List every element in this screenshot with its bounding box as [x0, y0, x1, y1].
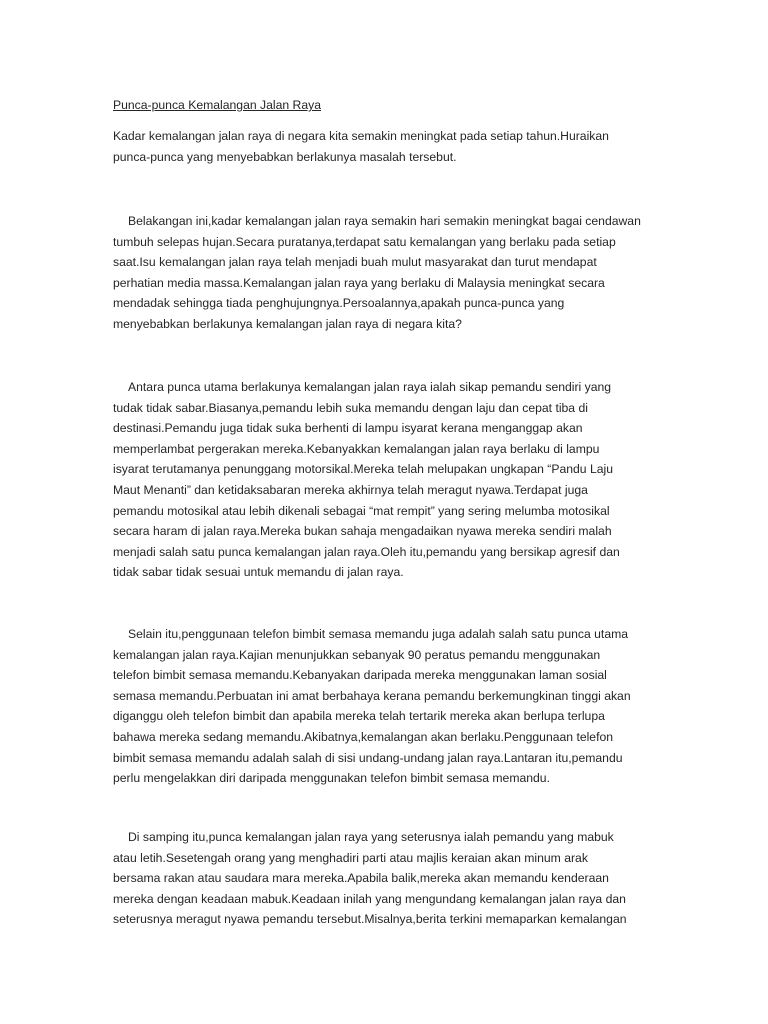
- paragraph-line: Maut Menanti” dan ketidaksabaran mereka akhirnya telah meragut nyawa.Terdapat juga: [113, 482, 588, 497]
- paragraph-line: secara haram di jalan raya.Mereka bukan sahaja mengadaikan nyawa mereka sendiri malah: [113, 524, 612, 539]
- paragraph-line: isyarat terutamanya penunggang motorsikal.Mereka telah melupakan ungkapan “Pandu Laju: [113, 462, 614, 477]
- paragraph-line: tudak tidak sabar.Biasanya,pemandu lebih suka memandu dengan laju dan cepat tiba di: [113, 400, 588, 415]
- paragraph-sikap-pemandu: [113, 377, 658, 583]
- paragraph-line: telefon bimbit semasa memandu.Kebanyakan daripada mereka menggunakan laman sosial: [113, 668, 607, 683]
- paragraph-line: Antara punca utama berlakunya kemalangan jalan raya ialah sikap pemandu sendiri yang: [128, 380, 612, 394]
- paragraph-line: Di samping itu,punca kemalangan jalan raya yang seterusnya ialah pemandu yang mabuk: [128, 830, 614, 844]
- paragraph-line: Selain itu,penggunaan telefon bimbit semasa memandu juga adalah salah satu punca utama: [128, 627, 629, 641]
- paragraph-line: mereka dengan keadaan mabuk.Keadaan inilah yang mengundang kemalangan jalan raya dan: [113, 891, 626, 906]
- paragraph-line: menjadi salah satu punca kemalangan jalan raya.Oleh itu,pemandu yang bersikap agresif dan: [113, 544, 620, 559]
- paragraph-line: menyebabkan berlakunya kemalangan jalan raya di negara kita?: [113, 316, 462, 331]
- paragraph-line: destinasi.Pemandu juga tidak suka berhenti di lampu isyarat kerana menganggap akan: [113, 421, 583, 436]
- paragraph-line: atau letih.Sesetengah orang yang menghadiri parti atau majlis keraian akan minum arak: [113, 850, 588, 865]
- paragraph-line: bersama rakan atau saudara mara mereka.Apabila balik,mereka akan memandu kenderaan: [113, 871, 609, 886]
- paragraph-line: memperlambat pergerakan mereka.Kebanyakkan kemalangan jalan raya berlaku di lampu: [113, 441, 600, 456]
- paragraph-line: saat.Isu kemalangan jalan raya telah menjadi buah mulut masyarakat dan turut mendapat: [113, 255, 597, 270]
- paragraph-line: diganggu oleh telefon bimbit dan apabila mereka telah tertarik mereka akan berlupa terlupa: [113, 709, 605, 724]
- prompt-line: punca-punca yang menyebabkan berlakunya masalah tersebut.: [113, 149, 457, 164]
- essay-prompt: [113, 126, 658, 167]
- paragraph-line: tidak sabar tidak sesuai untuk memandu di jalan raya.: [113, 565, 404, 580]
- paragraph-line: bimbit semasa memandu adalah salah di sisi undang-undang jalan raya.Lantaran itu,pemandu: [113, 750, 623, 765]
- title-text: Punca-punca Kemalangan Jalan Raya: [113, 98, 322, 112]
- paragraph-telefon-bimbit: [113, 624, 658, 789]
- paragraph-line: pemandu motosikal atau lebih dikenali sebagai “mat rempit” yang sering melumba motosikal: [113, 503, 610, 518]
- paragraph-mabuk-letih: [113, 827, 658, 930]
- paragraph-line: perlu mengelakkan diri daripada menggunakan telefon bimbit semasa memandu.: [113, 771, 550, 786]
- paragraph-line: Belakangan ini,kadar kemalangan jalan raya semakin hari semakin meningkat bagai cendawan: [128, 214, 641, 228]
- paragraph-line: semasa memandu.Perbuatan ini amat berbahaya kerana pemandu berkemungkinan tinggi akan: [113, 688, 631, 703]
- prompt-line: Kadar kemalangan jalan raya di negara kita semakin meningkat pada setiap tahun.Huraikan: [113, 129, 609, 143]
- paragraph-line: mendadak sehingga tiada penghujungnya.Persoalannya,apakah punca-punca yang: [113, 296, 565, 311]
- paragraph-line: perhatian media massa.Kemalangan jalan raya yang berlaku di Malaysia meningkat secara: [113, 275, 605, 290]
- paragraph-introduction: [113, 211, 658, 335]
- paragraph-line: bahawa mereka sedang memandu.Akibatnya,kemalangan akan berlaku.Penggunaan telefon: [113, 729, 614, 744]
- paragraph-line: seterusnya meragut nyawa pemandu tersebut.Misalnya,berita terkini memaparkan kemalangan: [113, 912, 627, 927]
- paragraph-line: kemalangan jalan raya.Kajian menunjukkan sebanyak 90 peratus pemandu menggunakan: [113, 647, 601, 662]
- paragraph-line: tumbuh selepas hujan.Secara puratanya,terdapat satu kemalangan yang berlaku pada setiap: [113, 234, 616, 249]
- document-title: [113, 95, 658, 116]
